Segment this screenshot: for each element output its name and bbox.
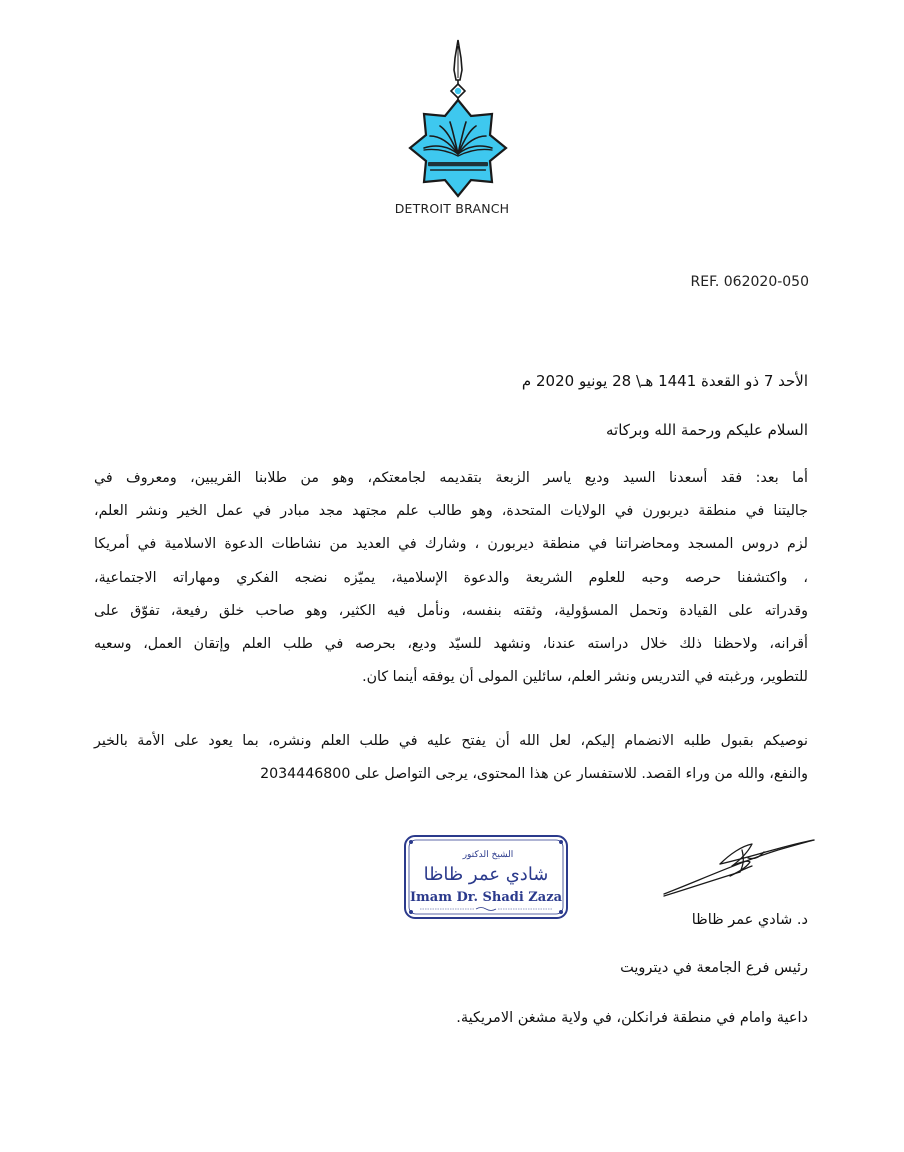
paragraph-line: وقدراته على القيادة وتحمل المسؤولية، وثقته بنفسه، ونأمل فيه الكثير، وهو صاحب خلق رفيعة، تفوّق على	[94, 602, 808, 619]
signatory-name: د. شادي عمر ظاظا	[691, 912, 808, 928]
official-seal-stamp-icon	[402, 833, 570, 921]
paragraph-line: والنفع، والله من وراء القصد. للاستفسار عن هذا المحتوى، يرجى التواصل على 2034446800	[260, 766, 808, 783]
paragraph-line: لزم دروس المسجد ومحاضراتنا في منطقة ديربورن ، وشارك في العديد من نشاطات الدعوة الاسلامية في أمريكا	[94, 536, 808, 553]
greeting: السلام عليكم ورحمة الله وبركاته	[606, 421, 808, 439]
reference-number: REF. 062020-050	[690, 274, 809, 290]
stamp-name-ar: شادي عمر ظاظا	[423, 864, 549, 885]
paragraph-line: أقرانه، ولاحظنا ذلك خلال دراسته عندنا، ونشهد للسيّد وديع، بحرصه في طلب العلم وإتقان العمل، وسعيه	[94, 635, 808, 652]
paragraph-line: جاليتنا في منطقة ديربورن في الولايات المتحدة، وهو طالب علم مجتهد مجد مبادر في عمل الخير ونشر العلم،	[94, 503, 808, 520]
paragraph-line: أما بعد: فقد أسعدنا السيد وديع ياسر الزبعة بتقديمه لجامعتكم، وهو من طلابنا القريبين، ومعروف في	[94, 470, 808, 486]
paragraph-line: نوصيكم بقبول طلبه الانضمام إليكم، لعل الله أن يفتح عليه في طلب العلم ونشره، بما يعود على الأمة بالخير	[94, 733, 808, 749]
paragraph-line: ، واكتشفنا حرصه وحبه للعلوم الشريعة والدعوة الإسلامية، يميّزه نضجه الفكري ومهاراته الاجتماعية،	[94, 569, 808, 586]
signatory-title: رئيس فرع الجامعة في ديترويت	[620, 960, 808, 976]
paragraph-line: للتطوير، ورغبته في التدريس ونشر العلم، سائلين المولى أن يوفقه أينما كان.	[362, 669, 808, 686]
branch-label: DETROIT BRANCH	[394, 201, 510, 216]
handwritten-signature-icon	[660, 832, 820, 902]
date-line: الأحد 7 ذو القعدة 1441 هـ\ 28 يونيو 2020 م	[521, 372, 808, 390]
islamic-university-minnesota-star-logo-icon	[390, 36, 526, 198]
university-logo	[390, 36, 526, 198]
stamp-title-ar: الشيخ الدكتور	[462, 850, 514, 860]
body-paragraph-1	[94, 462, 808, 694]
body-paragraph-2	[94, 725, 808, 791]
stamp-name-en: Imam Dr. Shadi Zaza	[409, 890, 563, 905]
signatory-description: داعية وامام في منطقة فرانكلن، في ولاية مشغن الامريكية.	[456, 1010, 808, 1026]
